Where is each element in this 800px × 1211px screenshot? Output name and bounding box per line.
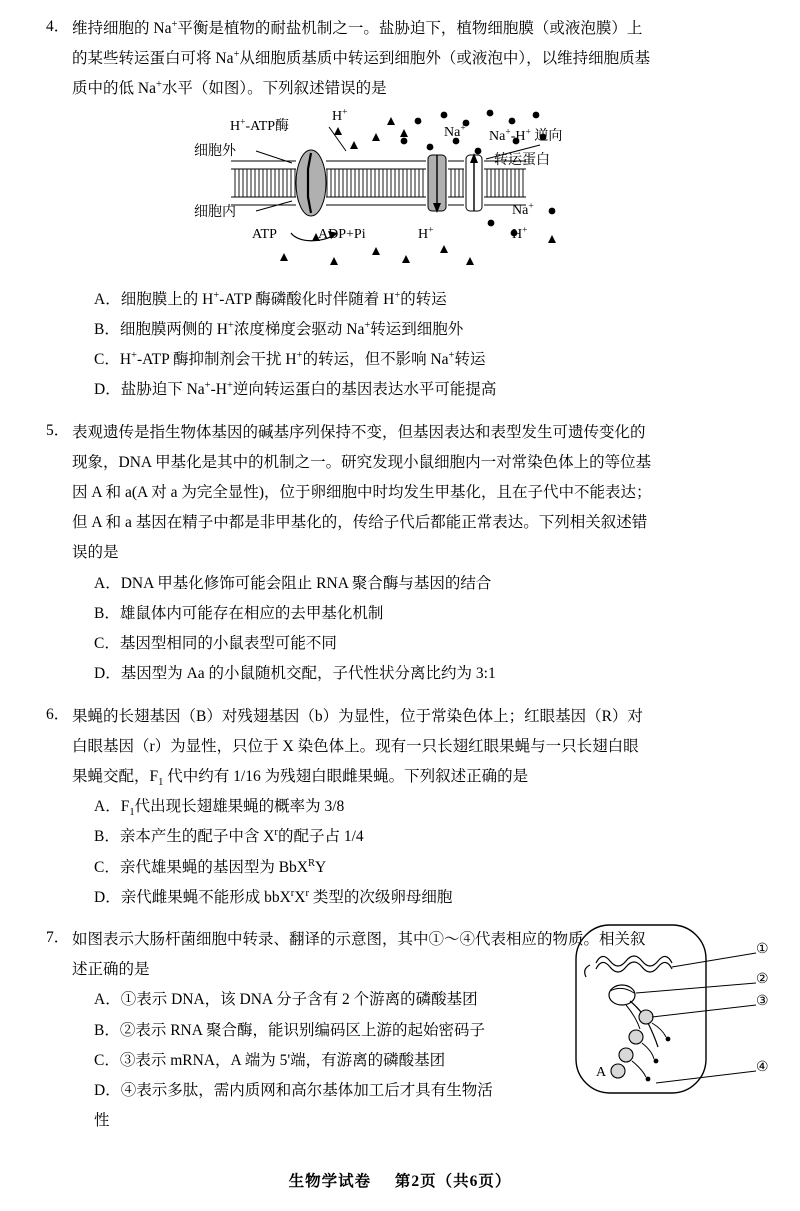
question-7-option-a: A．①表示 DNA，该 DNA 分子含有 2 个游离的磷酸基团: [94, 991, 478, 1009]
question-6-stem: [72, 702, 744, 793]
question-4-number: 4．: [46, 18, 70, 35]
figure-label-1: ①: [756, 942, 769, 958]
question-7-option-c: C．③表示 mRNA，A 端为 5'端，有游离的磷酸基团: [94, 1051, 446, 1069]
question-4-option-c: C．H+-ATP 酶抑制剂会干扰 H+的转运，但不影响 Na+转运: [94, 349, 486, 369]
label-atp: ATP: [252, 226, 277, 242]
question-7: [46, 925, 769, 1137]
question-5-stem-line-2: 现象，DNA 甲基化是其中的机制之一。研究发现小鼠细胞内一对常染色体上的等位基: [72, 453, 652, 471]
question-6-stem-line-3: 果蝇交配，$F_1$ 代中约有 1/16 为残翅白眼雌果蝇。下列叙述正确的是: [72, 767, 529, 789]
question-6: [46, 702, 744, 914]
question-4-stem-line-2: 的某些转运蛋白可将 Na+从细胞质基质中转运到细胞外（或液泡中），以维持细胞质基: [72, 49, 651, 68]
question-4: [46, 14, 744, 406]
question-6-option-b: B．亲本产生的配子中含 $X^r$的配子占 1/4: [94, 827, 364, 846]
question-4-option-b: B．细胞膜两侧的 H+浓度梯度会驱动 Na+转运到细胞外: [94, 319, 464, 338]
question-6-stem-line-2: 白眼基因（r）为显性，只位于 X 染色体上。现有一只长翅红眼果蝇与一只长翅白眼: [72, 737, 639, 755]
question-4-stem-line-1: 维持细胞的 Na+平衡是植物的耐盐机制之一。盐胁迫下，植物细胞膜（或液泡膜）上: [72, 18, 643, 37]
label-h-atpase: H+-ATP酶: [230, 117, 290, 134]
question-6-stem-line-1: 果蝇的长翅基因（B）对残翅基因（b）为显性，位于常染色体上；红眼基因（R）对: [72, 707, 643, 725]
label-na-plus-top: Na+: [444, 123, 466, 140]
question-5-option-c: C．基因型相同的小鼠表型可能不同: [94, 635, 337, 653]
label-antiporter-line2: 转运蛋白: [494, 152, 550, 168]
question-7-option-b: B．②表示 RNA 聚合酶，能识别编码区上游的起始密码子: [94, 1021, 485, 1039]
question-5-option-d: D．基因型为 Aa 的小鼠随机交配，子代性状分离比约为 3:1: [94, 665, 496, 683]
label-inside: 细胞内: [194, 204, 236, 220]
figure-label-3: ③: [756, 994, 769, 1010]
question-4-stem-line-3: 质中的低 Na+水平（如图）。下列叙述错误的是: [72, 79, 387, 98]
figure-label-2: ②: [756, 972, 769, 988]
page-footer: [0, 1169, 800, 1191]
question-4-option-a: A．细胞膜上的 H+-ATP 酶磷酸化时伴随着 H+的转运: [94, 289, 447, 308]
question-5-stem-line-4: 但 A 和 a 基因在精子中都是非甲基化的，传给子代后都能正常表达。下列相关叙述错: [72, 514, 648, 532]
question-4-option-d: D．盐胁迫下 Na+-H+逆向转运蛋白的基因表达水平可能提高: [94, 380, 497, 399]
question-5-option-a: A．DNA 甲基化修饰可能会阻止 RNA 聚合酶与基因的结合: [94, 574, 492, 592]
transcription-translation-diagram: [560, 921, 790, 1101]
label-na-plus-right: Na+: [512, 201, 534, 218]
question-7-option-d: D．④表示多肽，需内质网和高尔基体加工后才具有生物活性: [94, 1082, 493, 1130]
question-6-number: 6．: [46, 705, 70, 723]
question-6-option-d: D．亲代雌果蝇不能形成 $bbX^rX^r$ 类型的次级卵母细胞: [94, 887, 453, 906]
question-5-stem-line-5: 误的是: [72, 544, 119, 562]
question-5-stem-line-3: 因 A 和 a(A 对 a 为完全显性)，位于卵细胞中时均发生甲基化，且在子代中不能表达；: [72, 483, 652, 501]
question-5-number: 5．: [46, 421, 70, 439]
question-5: [46, 418, 744, 690]
label-outside: 细胞外: [194, 143, 236, 159]
question-5-stem-line-1: 表观遗传是指生物体基因的碱基序列保持不变，但基因表达和表型发生可遗传变化的: [72, 423, 646, 441]
exam-page: [0, 14, 800, 1211]
figure-label-4: ④: [756, 1060, 769, 1076]
label-h-plus-bottom: H+: [418, 225, 434, 242]
question-7-stem-line-2: 述正确的是: [72, 961, 150, 979]
question-6-option-a: A．$F_1$代出现长翅雄果蝇的概率为 3/8: [94, 798, 345, 819]
label-antiporter-line1: Na+-H+ 逆向: [489, 127, 563, 144]
question-5-stem: [72, 418, 744, 569]
question-4-stem: [72, 14, 744, 105]
footer-page-number: 第2页（共6页）: [394, 1173, 512, 1190]
label-h-plus-right: H+: [512, 225, 528, 242]
question-5-option-b: B．雄鼠体内可能存在相应的去甲基化机制: [94, 604, 384, 622]
membrane-transport-diagram: [46, 107, 744, 279]
question-6-option-c: C．亲代雄果蝇的基因型为 BbX$^R$Y: [94, 857, 327, 876]
label-h-plus-top: H+: [332, 107, 348, 124]
footer-subject: 生物学试卷: [288, 1173, 372, 1190]
label-adp-pi: ADP+Pi: [318, 226, 366, 242]
figure-label-a: A: [596, 1065, 607, 1081]
question-7-stem-line-1: 如图表示大肠杆菌细胞中转录、翻译的示意图，其中①～④代表相应的物质。相关叙: [72, 931, 646, 949]
question-7-number: 7．: [46, 929, 70, 947]
